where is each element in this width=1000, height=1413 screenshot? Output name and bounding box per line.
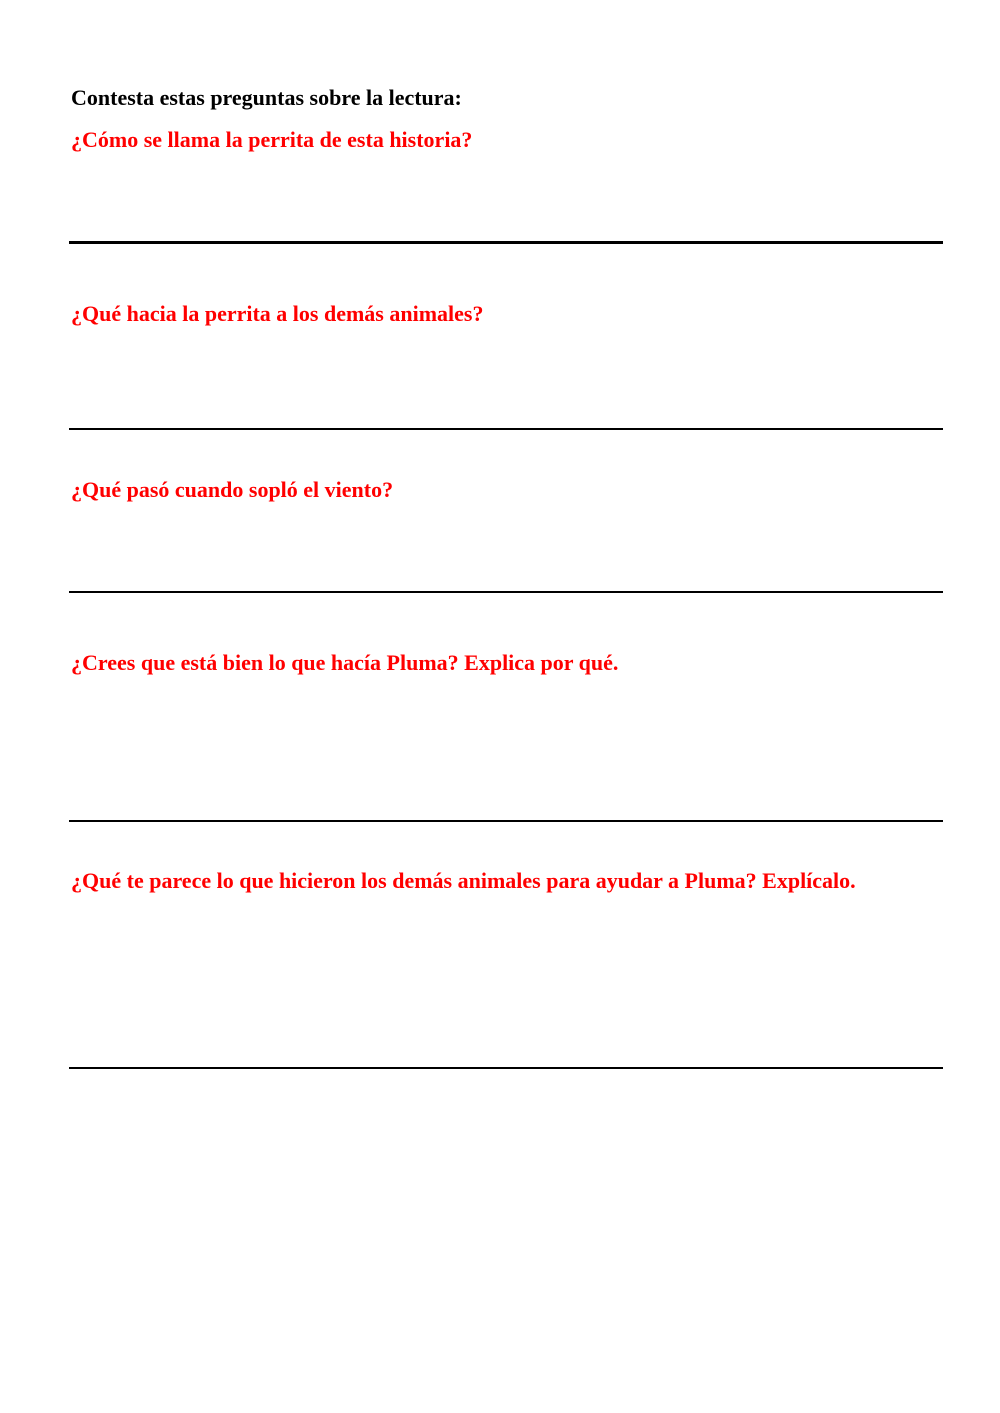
question-1: ¿Cómo se llama la perrita de esta historia? (71, 127, 473, 152)
question-3: ¿Qué pasó cuando sopló el viento? (71, 477, 394, 502)
answer-line-5[interactable] (69, 1067, 943, 1069)
question-2: ¿Qué hacia la perrita a los demás animales? (71, 301, 484, 326)
answer-line-1[interactable] (69, 241, 943, 244)
instruction-heading: Contesta estas preguntas sobre la lectura: (71, 85, 462, 110)
answer-line-3[interactable] (69, 591, 943, 593)
answer-line-2[interactable] (69, 428, 943, 430)
question-4: ¿Crees que está bien lo que hacía Pluma? Explica por qué. (71, 650, 619, 675)
answer-line-4[interactable] (69, 820, 943, 822)
question-5: ¿Qué te parece lo que hicieron los demás animales para ayudar a Pluma? Explícalo. (71, 868, 856, 893)
